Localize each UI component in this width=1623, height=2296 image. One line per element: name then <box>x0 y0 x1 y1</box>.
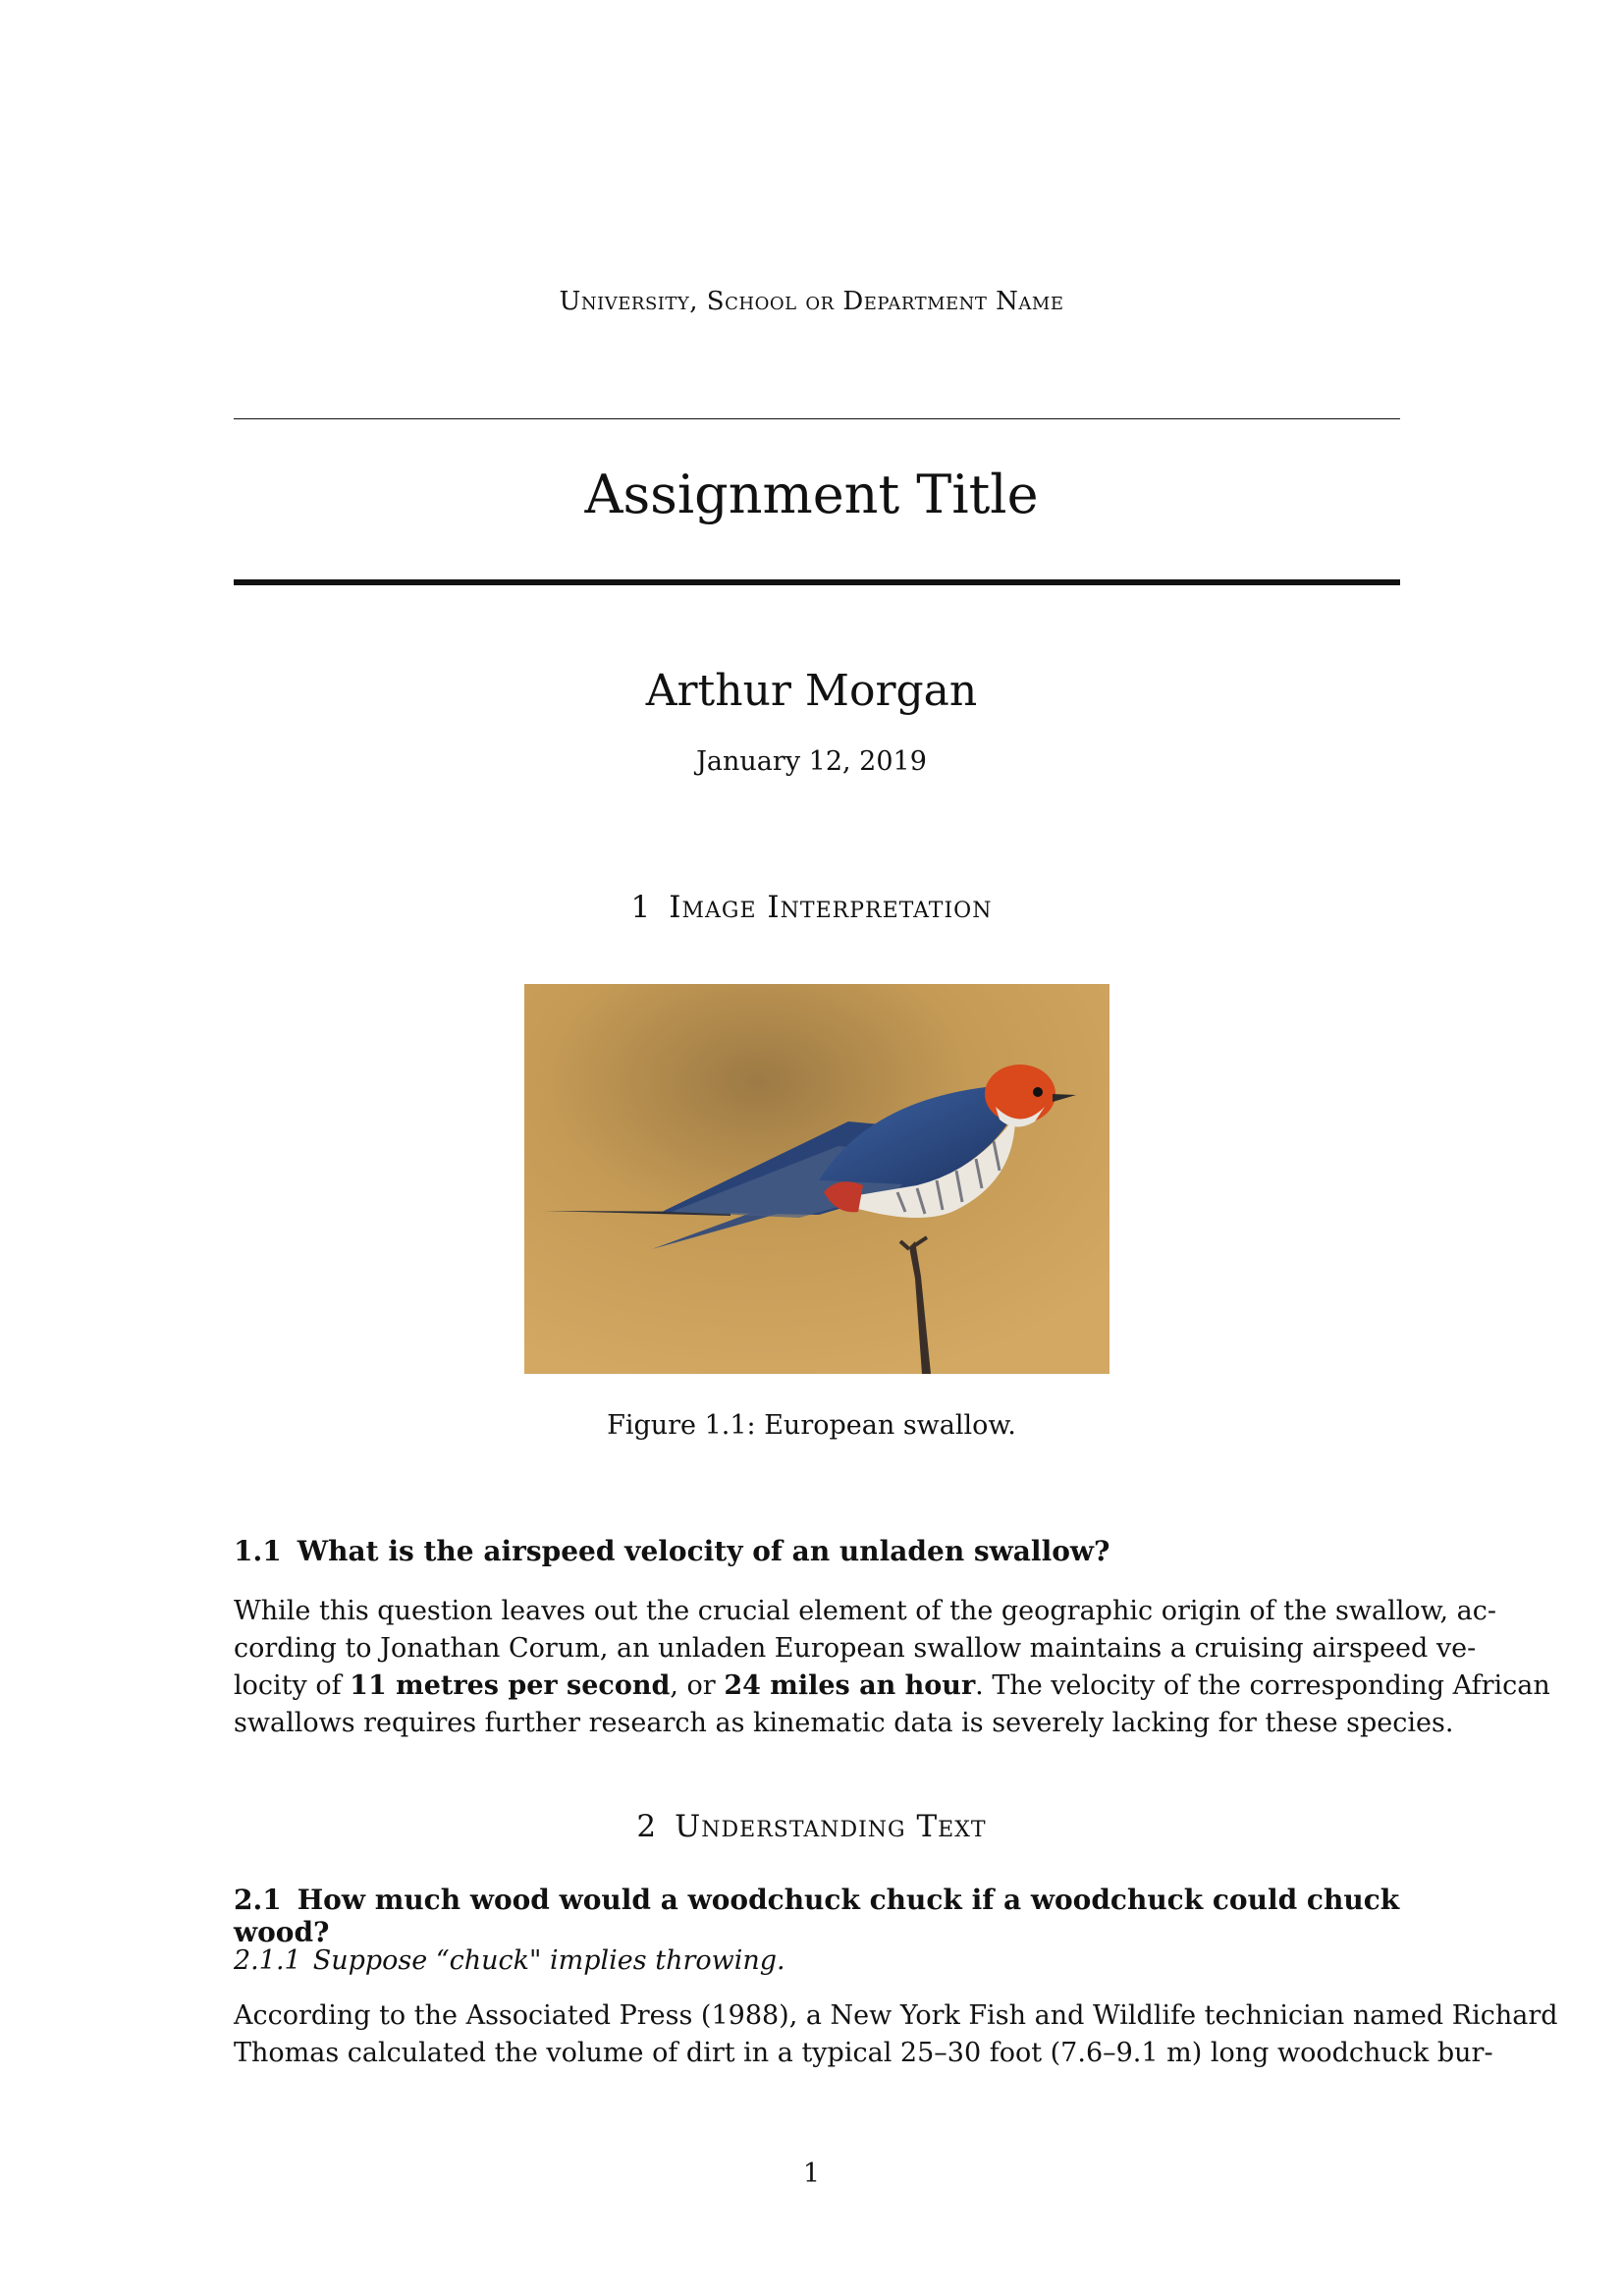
paragraph-line: While this question leaves out the crucial element of the geographic origin of the swallow, ac- <box>234 1596 1497 1626</box>
text-run: . The velocity of the corresponding African <box>975 1670 1550 1701</box>
subsection-heading-2-1 <box>234 1884 1412 1948</box>
text-run: locity of <box>234 1670 351 1701</box>
subsection-title: What is the airspeed velocity of an unladen swallow? <box>297 1535 1110 1567</box>
bold-miles: 24 miles an hour <box>724 1670 976 1701</box>
paragraph-line: Thomas calculated the volume of dirt in a typical 25–30 foot (7.6–9.1 m) long woodchuck bur- <box>234 2038 1493 2068</box>
paragraph-line: swallows requires further research as kinematic data is severely lacking for these species. <box>234 1708 1454 1738</box>
paragraph-line: cording to Jonathan Corum, an unladen European swallow maintains a cruising airspeed ve- <box>234 1633 1477 1664</box>
subsection-title: How much wood would a woodchuck chuck if a woodchuck could chuck wood? <box>234 1884 1400 1948</box>
paragraph-woodchuck <box>234 1997 1558 2072</box>
page-number: 1 <box>802 2159 821 2189</box>
paragraph-airspeed <box>234 1593 1550 1742</box>
section-title: Understanding Text <box>675 1809 987 1844</box>
subsection-heading-1-1 <box>234 1535 1412 1567</box>
swallow-head <box>985 1065 1055 1123</box>
title-bottom-rule <box>234 579 1400 585</box>
author-name: Arthur Morgan <box>645 666 978 716</box>
bold-metres: 11 metres per second <box>350 1670 671 1701</box>
swallow-figure-image <box>524 984 1109 1374</box>
document-date: January 12, 2019 <box>696 746 927 777</box>
figure-caption: Figure 1.1: European swallow. <box>607 1410 1016 1441</box>
title-top-rule <box>234 418 1400 419</box>
section-heading-2 <box>0 1809 1623 1844</box>
subsubsection-number: 2.1.1 <box>234 1945 301 1976</box>
section-heading-1 <box>0 890 1623 925</box>
section-number: 1 <box>630 890 652 925</box>
swallow-eye <box>1033 1087 1043 1097</box>
subsubsection-title: Suppose “chuck" implies throwing. <box>312 1945 785 1976</box>
paragraph-line <box>234 1667 1550 1705</box>
subsubsection-heading-2-1-1 <box>234 1945 785 1976</box>
subsection-number: 1.1 <box>234 1535 282 1567</box>
text-run: , or <box>670 1670 725 1701</box>
section-title: Image Interpretation <box>669 890 993 925</box>
document-title: Assignment Title <box>584 464 1039 525</box>
subsection-number: 2.1 <box>234 1884 282 1916</box>
paragraph-line: According to the Associated Press (1988), a New York Fish and Wildlife technician named Richard <box>234 2000 1558 2031</box>
institution-name: University, School or Department Name <box>559 287 1064 316</box>
section-number: 2 <box>636 1809 658 1844</box>
